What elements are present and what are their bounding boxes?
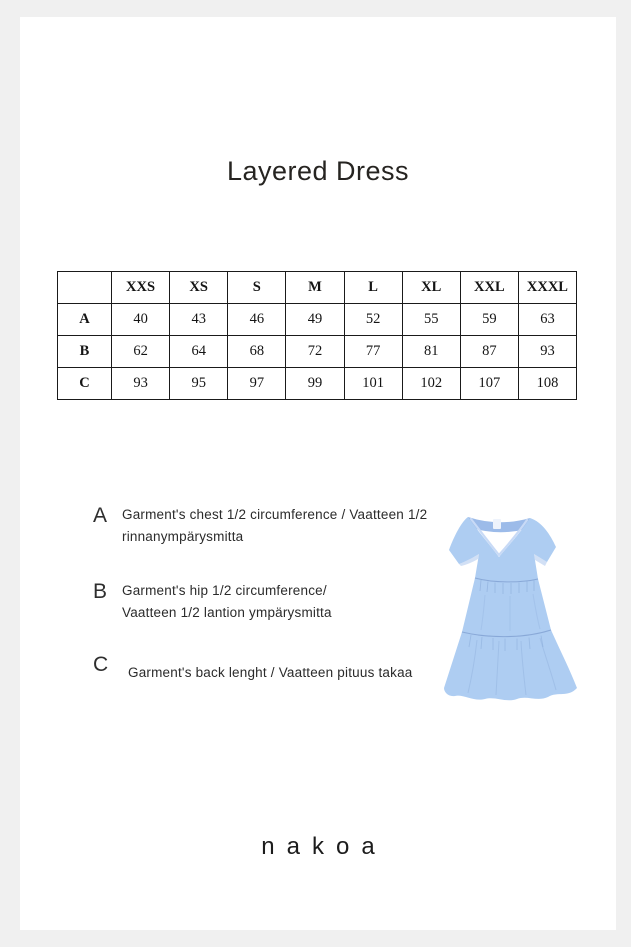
size-table: [57, 271, 577, 400]
dress-bottom-tier: [444, 630, 577, 700]
size-value-cell: 95: [170, 368, 228, 400]
size-value-cell: 77: [344, 336, 402, 368]
size-value-cell: 81: [402, 336, 460, 368]
measurement-key-a: A: [93, 504, 108, 527]
size-chart-card: [20, 17, 616, 930]
measurement-key-b: B: [93, 580, 108, 603]
legend-item-c: [93, 653, 434, 684]
legend-item-a: [93, 504, 434, 548]
size-value-cell: 59: [460, 304, 518, 336]
size-value-cell: 40: [112, 304, 170, 336]
size-column-header: XXXL: [518, 272, 576, 304]
size-value-cell: 43: [170, 304, 228, 336]
brand-logo: nakoa: [261, 833, 387, 860]
size-value-cell: 93: [518, 336, 576, 368]
size-column-header: L: [344, 272, 402, 304]
size-value-cell: 87: [460, 336, 518, 368]
page-title: Layered Dress: [226, 156, 410, 186]
table-row: [58, 336, 577, 368]
size-column-header: XL: [402, 272, 460, 304]
size-value-cell: 99: [286, 368, 344, 400]
size-value-cell: 108: [518, 368, 576, 400]
size-value-cell: 97: [228, 368, 286, 400]
table-row: [58, 368, 577, 400]
dress-product-image: [435, 500, 585, 705]
size-column-header: XXS: [112, 272, 170, 304]
dress-middle-tier: [462, 578, 551, 637]
size-value-cell: 55: [402, 304, 460, 336]
table-row: [58, 304, 577, 336]
measurement-row-label: A: [58, 304, 112, 336]
size-value-cell: 72: [286, 336, 344, 368]
size-column-header: S: [228, 272, 286, 304]
size-value-cell: 46: [228, 304, 286, 336]
size-value-cell: 102: [402, 368, 460, 400]
measurement-description-b: Garment's hip 1/2 circumference/ Vaatteen 1/2 lantion ympärysmitta: [122, 583, 332, 620]
size-value-cell: 68: [228, 336, 286, 368]
measurement-key-c: C: [93, 653, 109, 676]
measurement-description-a: Garment's chest 1/2 circumference / Vaatteen 1/2 rinnanympärysmitta: [122, 507, 428, 544]
size-table-header-row: [58, 272, 577, 304]
size-value-cell: 62: [112, 336, 170, 368]
size-table-corner-cell: [58, 272, 112, 304]
measurement-row-label: C: [58, 368, 112, 400]
size-value-cell: 49: [286, 304, 344, 336]
measurement-row-label: B: [58, 336, 112, 368]
size-value-cell: 52: [344, 304, 402, 336]
size-value-cell: 107: [460, 368, 518, 400]
legend-item-b: [93, 580, 434, 624]
size-column-header: XS: [170, 272, 228, 304]
size-value-cell: 93: [112, 368, 170, 400]
size-value-cell: 101: [344, 368, 402, 400]
size-column-header: XXL: [460, 272, 518, 304]
measurement-description-c: Garment's back lenght / Vaatteen pituus takaa: [128, 665, 413, 680]
size-value-cell: 64: [170, 336, 228, 368]
dress-neck-label: [493, 519, 501, 529]
size-column-header: M: [286, 272, 344, 304]
size-value-cell: 63: [518, 304, 576, 336]
